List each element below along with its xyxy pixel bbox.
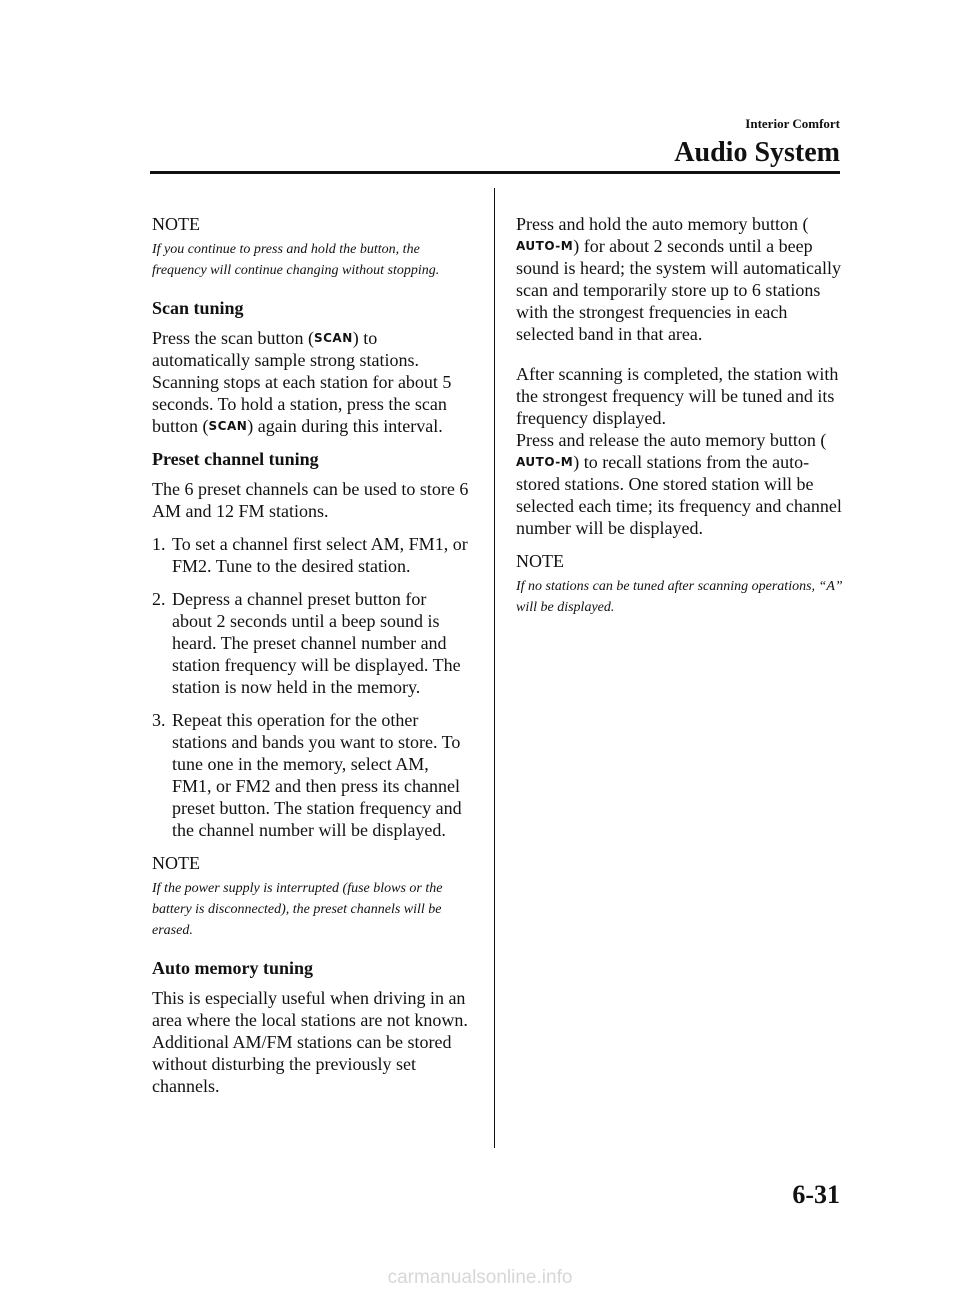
list-item [152,588,470,698]
after-scanning-paragraph: After scanning is completed, the station with the strongest frequency will be tuned and its frequency displayed. [516,364,839,428]
text-run: Press the scan button ( [152,328,314,348]
text-run: ) again during this interval. [247,416,443,436]
page-number: 6-31 [792,1180,840,1209]
note-heading: NOTE [516,551,564,571]
page-header [674,116,840,170]
list-item [152,533,470,577]
preset-tuning-heading: Preset channel tuning [152,449,319,469]
scan-button-icon: SCAN [313,331,353,345]
scan-button-icon: SCAN [208,419,248,433]
step-text: Repeat this operation for the other stations and bands you want to store. To tune one in the memory, select AM, FM1, or FM2 and then press its channel preset button. The station frequency and the channel number will be displayed. [172,710,462,840]
text-run: Press and hold the auto memory button ( [516,214,809,234]
watermark: carmanualsonline.info [387,1267,573,1288]
section-label: Interior Comfort [745,116,840,131]
list-item [152,709,470,841]
step-number: 2. [152,589,166,609]
preset-steps-list [152,533,470,841]
text-run: Press and release the auto memory button ( [516,430,827,450]
text-run: ) to automatically sample strong stations. Scanning stops at each station for about 5 seconds. To hold a station, press the scan button ( [152,328,452,436]
right-column [516,213,846,634]
text-run: ) to recall stations from the auto-stored stations. One stored station will be selected each time; its frequency and channel number will be displayed. [516,452,842,538]
page-title: Audio System [674,137,840,168]
note-heading: NOTE [152,853,200,873]
note-heading: NOTE [152,214,200,234]
auto-memory-paragraph: This is especially useful when driving in an area where the local stations are not known. Additional AM/FM stations can be stored without disturbing the previously set channels. [152,988,468,1096]
note-text: If no stations can be tuned after scanning operations, “A” will be displayed. [516,579,843,615]
scan-tuning-heading: Scan tuning [152,298,244,318]
header-rule [150,171,840,174]
step-text: Depress a channel preset button for about 2 seconds until a beep sound is heard. The preset channel number and station frequency will be displayed. The station is now held in the memory. [172,589,461,697]
auto-memory-heading: Auto memory tuning [152,958,313,978]
column-divider [494,188,495,1148]
step-text: To set a channel first select AM, FM1, or FM2. Tune to the desired station. [172,534,468,576]
auto-memory-store-paragraph [516,213,846,345]
note-text: If the power supply is interrupted (fuse blows or the battery is disconnected), the preset channels will be erased. [152,881,443,938]
preset-intro: The 6 preset channels can be used to store 6 AM and 12 FM stations. [152,479,469,521]
step-number: 1. [152,534,166,554]
step-number: 3. [152,710,166,730]
note-text: If you continue to press and hold the button, the frequency will continue changing without stopping. [152,242,440,278]
left-column [152,213,470,1108]
auto-memory-recall-paragraph [516,429,846,539]
text-run: ) for about 2 seconds until a beep sound is heard; the system will automatically scan and temporarily store up to 6 stations with the strongest frequencies in each selected band in that area. [516,236,841,344]
scan-tuning-paragraph [152,327,470,437]
auto-m-button-icon: AUTO-M [516,239,574,253]
auto-m-button-icon: AUTO-M [516,455,574,469]
